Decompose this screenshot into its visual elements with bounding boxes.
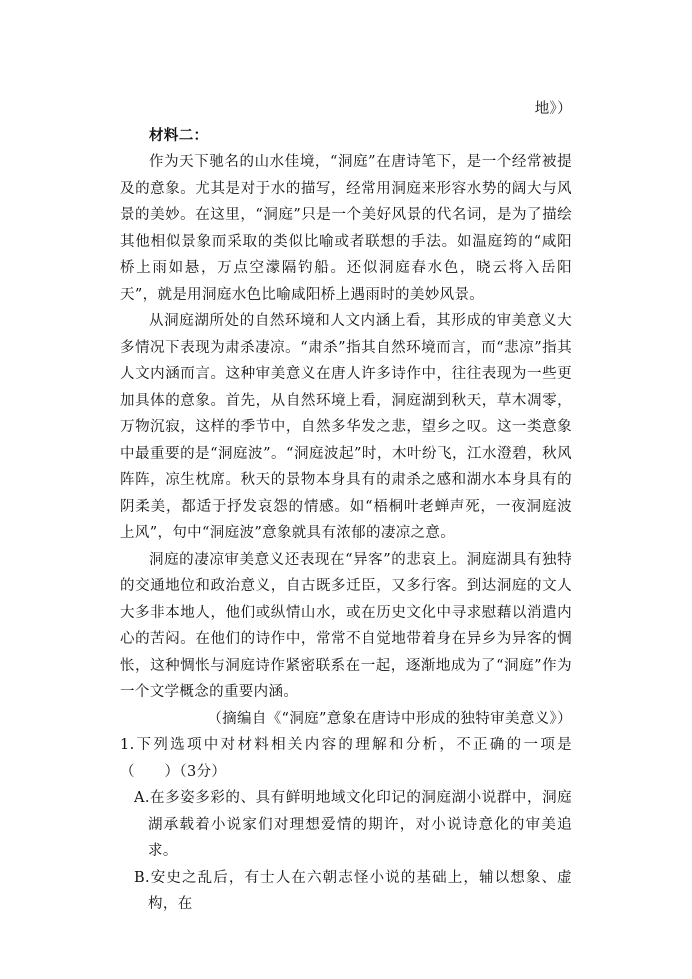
material-2-paragraph-2: 从洞庭湖所处的自然环境和人文内涵上看，其形成的审美意义大多情况下表现为肃杀凄凉。“肃杀”指其自然环境而言，而“悲凉”指其人文内涵而言。这种审美意义在唐人许多诗作中，往往表现为一些更加具体的意象。首先，从自然环境上看，洞庭湖到秋天，草木凋零，万物沉寂，这样的季节中，自然多华发之悲，望乡之叹。这一类意象中最重要的是“洞庭波”。“洞庭波起”时，木叶纷飞，江水澄碧，秋风阵阵，凉生枕席。秋天的景物本身具有的肃杀之感和湖水本身具有的阴柔美，都适于抒发哀怨的情感。如“梧桐叶老蝉声死，一夜洞庭波上风”，句中“洞庭波”意象就具有浓郁的凄凉之意。 (120, 313, 572, 541)
question-1-option-b: B.安史之乱后，有士人在六朝志怪小说的基础上，辅以想象、虚构，在 (134, 869, 572, 912)
question-1-option-a: A.在多姿多彩的、具有鲜明地域文化印记的洞庭湖小说群中，洞庭湖承载着小说家们对理想爱情的期许，对小说诗意化的审美追求。 (134, 790, 572, 859)
question-1-stem: 1.下列选项中对材料相关内容的理解和分析，不正确的一项是（ ）（3分） (120, 737, 572, 780)
previous-source-tail: 地》） (534, 101, 572, 117)
material-2-paragraph-3: 洞庭的凄凉审美意义还表现在“异客”的悲哀上。洞庭湖具有独特的交通地位和政治意义，自古既多迁臣，又多行客。到达洞庭的文人大多非本地人，他们或纵情山水，或在历史文化中寻求慰藉以消遣内心的苦闷。在他们的诗作中，常常不自觉地带着身在异乡为异客的惆怅，这种惆怅与洞庭诗作紧密联系在一起，逐渐地成为了“洞庭”作为一个文学概念的重要内涵。 (120, 551, 572, 700)
material-2-title: 材料二： (149, 126, 209, 144)
material-2-source: （摘编自《“洞庭”意象在唐诗中形成的独特审美意义》） (207, 710, 572, 727)
material-2-paragraph-1: 作为天下驰名的山水佳境，“洞庭”在唐诗笔下，是一个经常被提及的意象。尤其是对于水的描写，经常用洞庭来形容水势的阔大与风景的美妙。在这里，“洞庭”只是一个美好风景的代名词，是为了描绘其他相似景象而采取的类似比喻或者联想的手法。如温庭筠的“咸阳桥上雨如悬，万点空濛隔钓船。还似洞庭春水色，晓云将入岳阳天”，就是用洞庭水色比喻咸阳桥上遇雨时的美妙风景。 (120, 154, 572, 303)
document-page (120, 96, 572, 918)
